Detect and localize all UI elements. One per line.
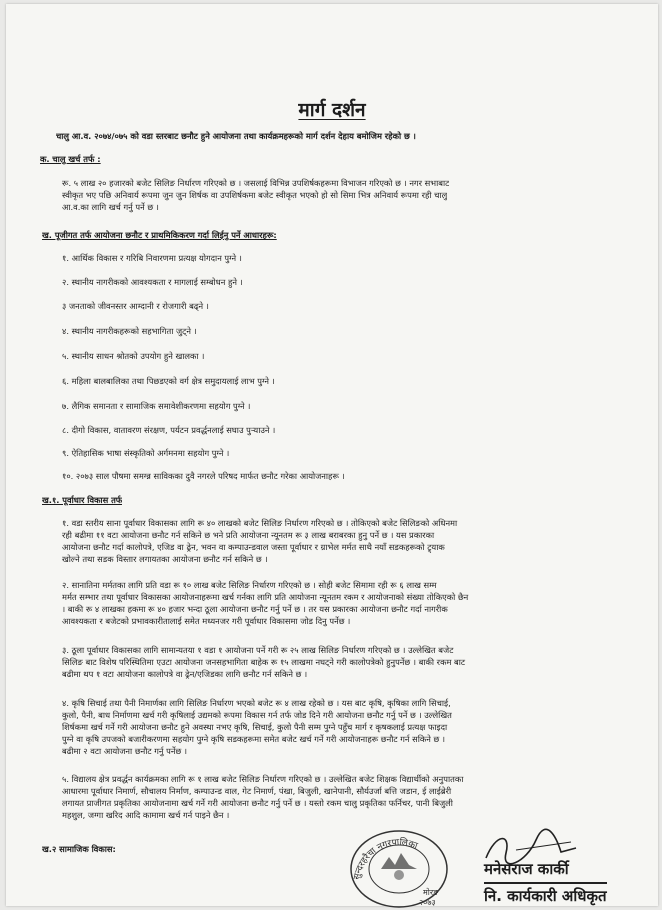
paragraph-line: सिलिङ बाट विशेष परिस्थितिमा एउटा आयोजना जनसहभागिता बाहेक रू १५ लाखमा नघट्ने गरी कालोपत्रेको हुनुपर्नेछ । बाकी रकम बाट — [62, 657, 466, 667]
criteria-item: १०. २०७३ साल पौषमा समग्न्न साविकका दुवै नगरले परिषद मार्फत छनौट गरेका आयोजनाहरू । — [62, 471, 345, 481]
paragraph-line: शिर्षकमा खर्च गर्ने गरी आयोजना छनौट हुने अवस्था नभए कृषि, सिचाई, कुलो पैनी सम्म पुग्ने पहुँच मार्ग र कृषकलाई प्रत्यक्ष फाइदा — [62, 722, 448, 732]
paragraph-line: ४. कृषि सिचाई तथा पैनी निमार्णका लागि सिलिङ निर्धारण भएको बजेट रू ४ लाख रहेको छ । यस बाट कृषि, कृषिका लागि सिचाई, — [62, 698, 451, 708]
criteria-item: ६. महिला बालबालिका तथा पिछडएको वर्ग क्षेत्र समुदायलाई लाभ पुग्ने । — [62, 376, 275, 386]
paragraph-line: बढीमा २ वटा आयोजना छनौट गर्नु पर्नेछ । — [62, 746, 188, 756]
section-ka-heading: क. चालु खर्च तर्फ : — [40, 154, 101, 164]
paragraph-line: १. वडा स्तरीय साना पूर्वाधार विकासका लागि रू ४० लाखको बजेट सिलिङ निर्धारण गरिएको छ । तोकिएको बजेट सिलिङको अधिनमा — [62, 518, 458, 528]
seal-district: मोरङ — [423, 888, 439, 897]
section-kha2-heading: ख.२ सामाजिक विकास: — [42, 844, 116, 854]
paragraph-line: । बाकी रू ४ लाखका हकमा रू ४० हजार भन्दा ठूला आयोजना छनौट गर्नु पर्ने छ । तर यस प्रकारका आयोजना छनौट गर्दा नागरीक — [62, 604, 448, 614]
paragraph-line: आवश्यकता र बजेटको प्रभावकारीतालाई समेत मध्यनजर गरी पूर्वाधार विकासमा जोड दिनु पर्नेछ । — [62, 616, 351, 626]
paragraph-line: आयोजना छनौट गर्दा कालोपत्रे, एजिड वा ढ्रेन, भवन वा कम्पाउन्डवाल जस्ता पूर्वाधार र ग्राभेल मर्मत साथै नयाँ सडकहरूको ट्र्याक — [62, 542, 445, 552]
paragraph-line: मर्मत सम्भार तथा पूर्वाधार विकासका आयोजनाहरूमा खर्च गर्नका लागि प्रति आयोजना न्यूनतम रकम र आयोजनाको संख्या तोकिएको छैन — [62, 592, 469, 602]
page-title: मार्ग दर्शन — [298, 99, 366, 121]
section-ka-line: आ.व.का लागि खर्च गर्नु पर्ने छ । — [62, 202, 159, 212]
section-ka-line: रू. ५ लाख २० हजारको बजेट सिलिङ निर्धारण गरिएको छ । जसलाई विभिन्न उपशिर्षकहरूमा विभाजन गरिएको छ । नगर सभाबाट — [62, 178, 450, 188]
paragraph-line: २. सानातिना मर्मतका लागि प्रति वडा रू १० लाख बजेट सिलिङ निर्धारण गरिएको छ । सोही बजेट सिमामा रही रू ६ लाख सम्म — [62, 580, 437, 590]
document-page — [6, 4, 658, 906]
criteria-item: २. स्थानीय नागरीकको आवश्यकता र मागलाई सम्बोधन हुने । — [62, 277, 243, 287]
seal-year: २०७३ — [419, 898, 436, 907]
paragraph-line: ५. विद्यालय क्षेत्र प्रवर्द्धन कार्यक्रमका लागि रू १ लाख बजेट सिलिङ निर्धारण गरिएको छ । उल्लेखित बजेट शिक्षक विद्यार्थीको अनुपातका — [62, 774, 464, 784]
criteria-item: ७. लैगिक समानता र सामाजिक समावेशीकरणमा सहयोग पुग्ने । — [62, 401, 251, 411]
criteria-item: १. आर्थिक विकास र गरिबि निवारणमा प्रत्यक्ष योगदान पुग्ने । — [62, 253, 242, 263]
paragraph-line: पुग्ने वा कृषि उपजको बजारीकरणमा सहयोग पुग्ने कृषि सडकहरूमा समेत बजेट खर्च गर्ने गरी आयोजनाहरू छनौट गर्न सकिने छ । — [62, 734, 446, 744]
paragraph-line: ३. ठूला पूर्वाधार विकासका लागि सामान्यतया १ वडा १ आयोजना पर्ने गरी रू २५ लाख सिलिङ निर्धारण गरिएको छ । उल्लेखित बजेट — [62, 645, 454, 655]
paragraph-line: लगायत प्राजीगत प्रकृतिका आयोजनामा खर्च गर्ने गरी आयोजना छनौट गर्नु पर्ने छ । यस्तो रकम चालु प्रकृतिका फर्निचर, पानी बिजुली — [62, 798, 453, 808]
criteria-item: ८. दीगो विकास, वातावरण संरक्षण, पर्यटन प्रवर्द्धनलाई सघाउ पुऱ्याउने । — [62, 425, 276, 435]
section-kha-heading: ख. पूजीगत तर्फ आयोजना छनौट र प्राथमिकिकरण गर्दा लिईनु पर्ने आधारहरू: — [42, 230, 277, 240]
criteria-item: ९. ऐतिहासिक भाषा संस्कृतिको अर्गमनमा सहयोग पुग्ने । — [62, 448, 230, 458]
paragraph-line: आधारमा पूर्वाधार निमार्ण, सौचालय निर्माण, कम्पाउन्ड वाल, गेट निमार्ण, पंखा, बिजुली, खानेपानी, सौर्यउर्जा बत्ति जडान, ई लाईब्रेरी — [62, 786, 452, 796]
intro-text: चालु आ.व. २०७४/०७५ को वडा स्तरबाट छनौट हुने आयोजना तथा कार्यक्रमहरूको मार्ग दर्शन देहाय बमोजिम रहेको छ । — [56, 131, 416, 141]
criteria-item: ३ जनताको जीवनस्तर आम्दानी र रोजगारी बढ्ने । — [62, 301, 209, 311]
signatory-name: मनेसराज कार्की — [484, 860, 569, 878]
section-ka-line: स्वीकृत भए पछि अनिवार्य रूपमा जुन जुन शिर्षक वा उपशिर्षकमा बजेट स्वीकृत भएको हो सो सिमा भित्र अनिवार्य रूपमा रही चालु — [62, 190, 448, 200]
paragraph-line: महशुल, जग्गा खरिद आदि कामामा खर्च गर्न पाइने छैन । — [62, 810, 230, 820]
paragraph-line: खोल्ने तथा सडक विस्तार लगायतका आयोजना छनौट गर्न सकिने छ । — [62, 554, 268, 564]
municipality-seal — [345, 825, 453, 909]
criteria-item: ४. स्थानीय नागरीकहरूको सहभागिता जुट्ने । — [62, 326, 197, 336]
paragraph-line: कुलो, पैनी, बाध निर्माणमा खर्च गरी कृषिलाई उद्यमको रूपमा विकास गर्न तर्फ जोड दिने गरी आयोजना छनौट गर्नु पर्ने छ । उल्लेखित — [62, 710, 452, 720]
section-kha1-heading: ख.१. पूर्वाधार विकास तर्फ — [42, 495, 123, 505]
paragraph-line: बढीमा थप १ वटा आयोजना कालोपत्रे वा ढ्रेन/एजिडका लागि छनौट गर्न सकिने छ । — [62, 669, 308, 679]
criteria-item: ५. स्थानीय साधन श्रोतको उपयोग हुने खालका । — [62, 351, 205, 361]
signatory-designation: नि. कार्यकारी अधिकृत — [484, 882, 607, 906]
seal-text-top: सुन्दरहरैचा नगरपालिका — [352, 837, 419, 881]
paragraph-line: रही बढीमा ११ वटा आयोजना छनौट गर्न सकिने छ भने प्रति आयोजना न्यूनतम रू ३ लाख बराबरका हुनु पर्ने छ । यस प्रकारका — [62, 530, 435, 540]
signature-stamp — [484, 859, 654, 909]
